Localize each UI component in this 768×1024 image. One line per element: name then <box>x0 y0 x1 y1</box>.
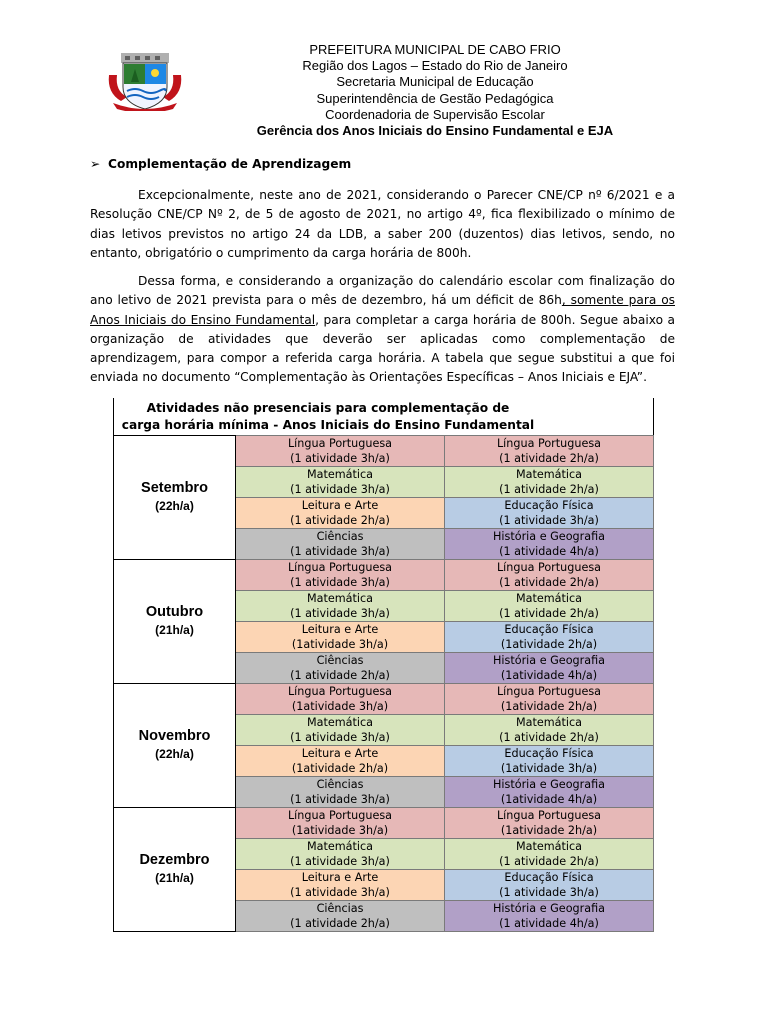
section-heading <box>90 157 351 171</box>
activity-cell <box>236 529 445 560</box>
month-cell <box>114 684 236 808</box>
activity-cell <box>445 839 654 870</box>
activity-cell <box>445 653 654 684</box>
activity-subject: Educação Física <box>504 499 594 512</box>
activity-cell <box>445 591 654 622</box>
activity-load: (1 atividade 3h/a) <box>499 886 599 899</box>
activity-load: (1 atividade 3h/a) <box>499 514 599 527</box>
activity-cell <box>236 777 445 808</box>
arrow-bullet-icon: ➢ <box>90 157 101 171</box>
activity-load: (1atividade 3h/a) <box>291 824 389 837</box>
activity-subject: Leitura e Arte <box>301 499 379 512</box>
section-title: Complementação de Aprendizagem <box>108 157 352 171</box>
header-line-gerencia: Gerência dos Anos Iniciais do Ensino Fundamental e EJA <box>256 123 614 139</box>
table-row <box>114 808 654 839</box>
activity-load: (1 atividade 2h/a) <box>499 576 599 589</box>
activity-subject: Matemática <box>515 840 583 853</box>
municipal-crest-logo <box>107 53 183 111</box>
table-title-line-2: carga horária mínima - Anos Iniciais do Ensino Fundamental <box>121 418 535 432</box>
activity-load: (1atividade 2h/a) <box>500 700 598 713</box>
activity-subject: Leitura e Arte <box>301 623 379 636</box>
paragraph-1 <box>90 186 675 263</box>
activity-subject: Língua Portuguesa <box>496 809 602 822</box>
activity-subject: História e Geografia <box>493 530 605 543</box>
activity-load: (1 atividade 4h/a) <box>499 917 599 930</box>
paragraph-2 <box>90 272 675 388</box>
activity-load: (1 atividade 3h/a) <box>290 731 390 744</box>
activity-subject: Ciências <box>316 902 364 915</box>
activity-load: (1 atividade 2h/a) <box>290 669 390 682</box>
table-row <box>114 560 654 591</box>
activity-load: (1 atividade 2h/a) <box>499 607 599 620</box>
activity-load: (1 atividade 2h/a) <box>290 917 390 930</box>
table-row <box>114 684 654 715</box>
activity-cell <box>445 901 654 932</box>
activity-cell <box>236 591 445 622</box>
header-line-secretaria: Secretaria Municipal de Educação <box>336 74 534 90</box>
activity-load: (1atividade 3h/a) <box>291 700 389 713</box>
activity-load: (1atividade 3h/a) <box>291 638 389 651</box>
activity-load: (1atividade 4h/a) <box>500 669 598 682</box>
month-name: Outubro <box>145 604 204 620</box>
activity-load: (1 atividade 4h/a) <box>499 545 599 558</box>
activity-cell <box>236 498 445 529</box>
activity-load: (1 atividade 3h/a) <box>290 607 390 620</box>
activity-subject: Língua Portuguesa <box>287 437 393 450</box>
activity-subject: Educação Física <box>504 747 594 760</box>
month-name: Dezembro <box>139 852 210 868</box>
month-cell <box>114 808 236 932</box>
activity-load: (1 atividade 3h/a) <box>290 855 390 868</box>
month-name: Novembro <box>138 728 211 744</box>
table-row <box>114 436 654 467</box>
activity-subject: Matemática <box>515 716 583 729</box>
paragraph-2-underlined: , somente para os Anos Iniciais do Ensino Fundamental <box>90 293 675 327</box>
activity-cell <box>445 746 654 777</box>
activity-load: (1 atividade 2h/a) <box>499 452 599 465</box>
paragraph-1-text: Excepcionalmente, neste ano de 2021, considerando o Parecer CNE/CP nº 6/2021 e a Resolução CNE/CP Nº 2, de 5 de agosto de 2021, no artigo 4º, fica flexibilizado o mínimo de dias letivos previstos no artigo 24 da LDB, a saber 200 (duzentos) dias letivos, sendo, no entanto, obrigatório o cumprimento da carga horária de 800h. <box>90 188 675 260</box>
activity-subject: Matemática <box>306 716 374 729</box>
activity-subject: Língua Portuguesa <box>496 561 602 574</box>
activity-subject: História e Geografia <box>493 654 605 667</box>
month-name: Setembro <box>141 480 208 496</box>
activities-table <box>113 398 654 946</box>
activity-subject: Ciências <box>316 530 364 543</box>
activity-subject: Matemática <box>515 592 583 605</box>
activity-load: (1atividade 4h/a) <box>500 793 598 806</box>
activity-load: (1atividade 3h/a) <box>500 762 598 775</box>
activity-cell <box>236 684 445 715</box>
activity-subject: Educação Física <box>504 871 594 884</box>
paragraph-2-before: Dessa forma, e considerando a organização do calendário escolar com finalização do ano letivo de 2021 prevista para o mês de dezembro, há um déficit de 86h <box>90 274 675 308</box>
month-hours: (21h/a) <box>155 871 194 885</box>
activity-load: (1 atividade 2h/a) <box>499 483 599 496</box>
month-cell <box>114 560 236 684</box>
paragraph-2-after: , para completar a carga horária de 800h. Segue abaixo a organização de atividades que deverão ser aplicadas como complementação de aprendizagem, para compor a referida carga horária. A tabela que segue substitui a que foi enviada no documento “Complementação às Orientações Específicas – Anos Iniciais e EJA”. <box>90 312 676 385</box>
activity-load: (1 atividade 3h/a) <box>290 576 390 589</box>
activity-subject: História e Geografia <box>493 778 605 791</box>
activity-load: (1 atividade 3h/a) <box>290 452 390 465</box>
activity-load: (1 atividade 2h/a) <box>290 514 390 527</box>
header-line-regiao: Região dos Lagos – Estado do Rio de Janeiro <box>302 58 568 74</box>
activity-cell <box>445 529 654 560</box>
activity-cell <box>236 622 445 653</box>
activity-cell <box>236 746 445 777</box>
activity-load: (1atividade 2h/a) <box>500 638 598 651</box>
table-title <box>113 400 543 434</box>
activity-cell <box>236 870 445 901</box>
activity-subject: Língua Portuguesa <box>287 685 393 698</box>
activity-load: (1 atividade 3h/a) <box>290 886 390 899</box>
activities-grid <box>113 435 654 932</box>
activity-cell <box>445 715 654 746</box>
institution-header <box>200 42 670 139</box>
activity-load: (1 atividade 2h/a) <box>499 855 599 868</box>
activity-subject: Matemática <box>306 468 374 481</box>
activity-load: (1 atividade 2h/a) <box>499 731 599 744</box>
activity-cell <box>445 808 654 839</box>
activity-subject: Matemática <box>306 592 374 605</box>
activity-cell <box>445 467 654 498</box>
month-hours: (22h/a) <box>155 747 194 761</box>
activity-cell <box>445 777 654 808</box>
activity-cell <box>445 622 654 653</box>
activity-cell <box>236 839 445 870</box>
activity-cell <box>236 436 445 467</box>
activity-load: (1 atividade 3h/a) <box>290 793 390 806</box>
month-hours: (21h/a) <box>155 623 194 637</box>
activity-cell <box>445 560 654 591</box>
activity-load: (1 atividade 3h/a) <box>290 545 390 558</box>
activity-load: (1atividade 2h/a) <box>291 762 389 775</box>
month-hours: (22h/a) <box>155 499 194 513</box>
activity-load: (1atividade 2h/a) <box>500 824 598 837</box>
activity-subject: Língua Portuguesa <box>287 561 393 574</box>
activity-subject: Ciências <box>316 778 364 791</box>
activity-cell <box>445 684 654 715</box>
activity-subject: Língua Portuguesa <box>496 437 602 450</box>
table-title-line-1: Atividades não presenciais para complementação de <box>146 401 510 415</box>
header-line-coordenadoria: Coordenadoria de Supervisão Escolar <box>325 106 545 122</box>
activity-cell <box>236 560 445 591</box>
activity-cell <box>236 808 445 839</box>
activity-load: (1 atividade 3h/a) <box>290 483 390 496</box>
activity-subject: Matemática <box>515 468 583 481</box>
activity-cell <box>236 901 445 932</box>
activity-subject: Língua Portuguesa <box>287 809 393 822</box>
activity-subject: Matemática <box>306 840 374 853</box>
activity-subject: História e Geografia <box>493 902 605 915</box>
activity-cell <box>445 498 654 529</box>
activity-subject: Ciências <box>316 654 364 667</box>
activity-cell <box>445 870 654 901</box>
month-cell <box>114 436 236 560</box>
activity-cell <box>236 715 445 746</box>
activity-cell <box>236 653 445 684</box>
header-line-superintendencia: Superintendência de Gestão Pedagógica <box>316 90 554 106</box>
activity-subject: Leitura e Arte <box>301 871 379 884</box>
activity-subject: Educação Física <box>504 623 594 636</box>
activity-subject: Leitura e Arte <box>301 747 379 760</box>
activity-subject: Língua Portuguesa <box>496 685 602 698</box>
activity-cell <box>445 436 654 467</box>
header-line-prefeitura: PREFEITURA MUNICIPAL DE CABO FRIO <box>309 42 561 57</box>
activity-cell <box>236 467 445 498</box>
